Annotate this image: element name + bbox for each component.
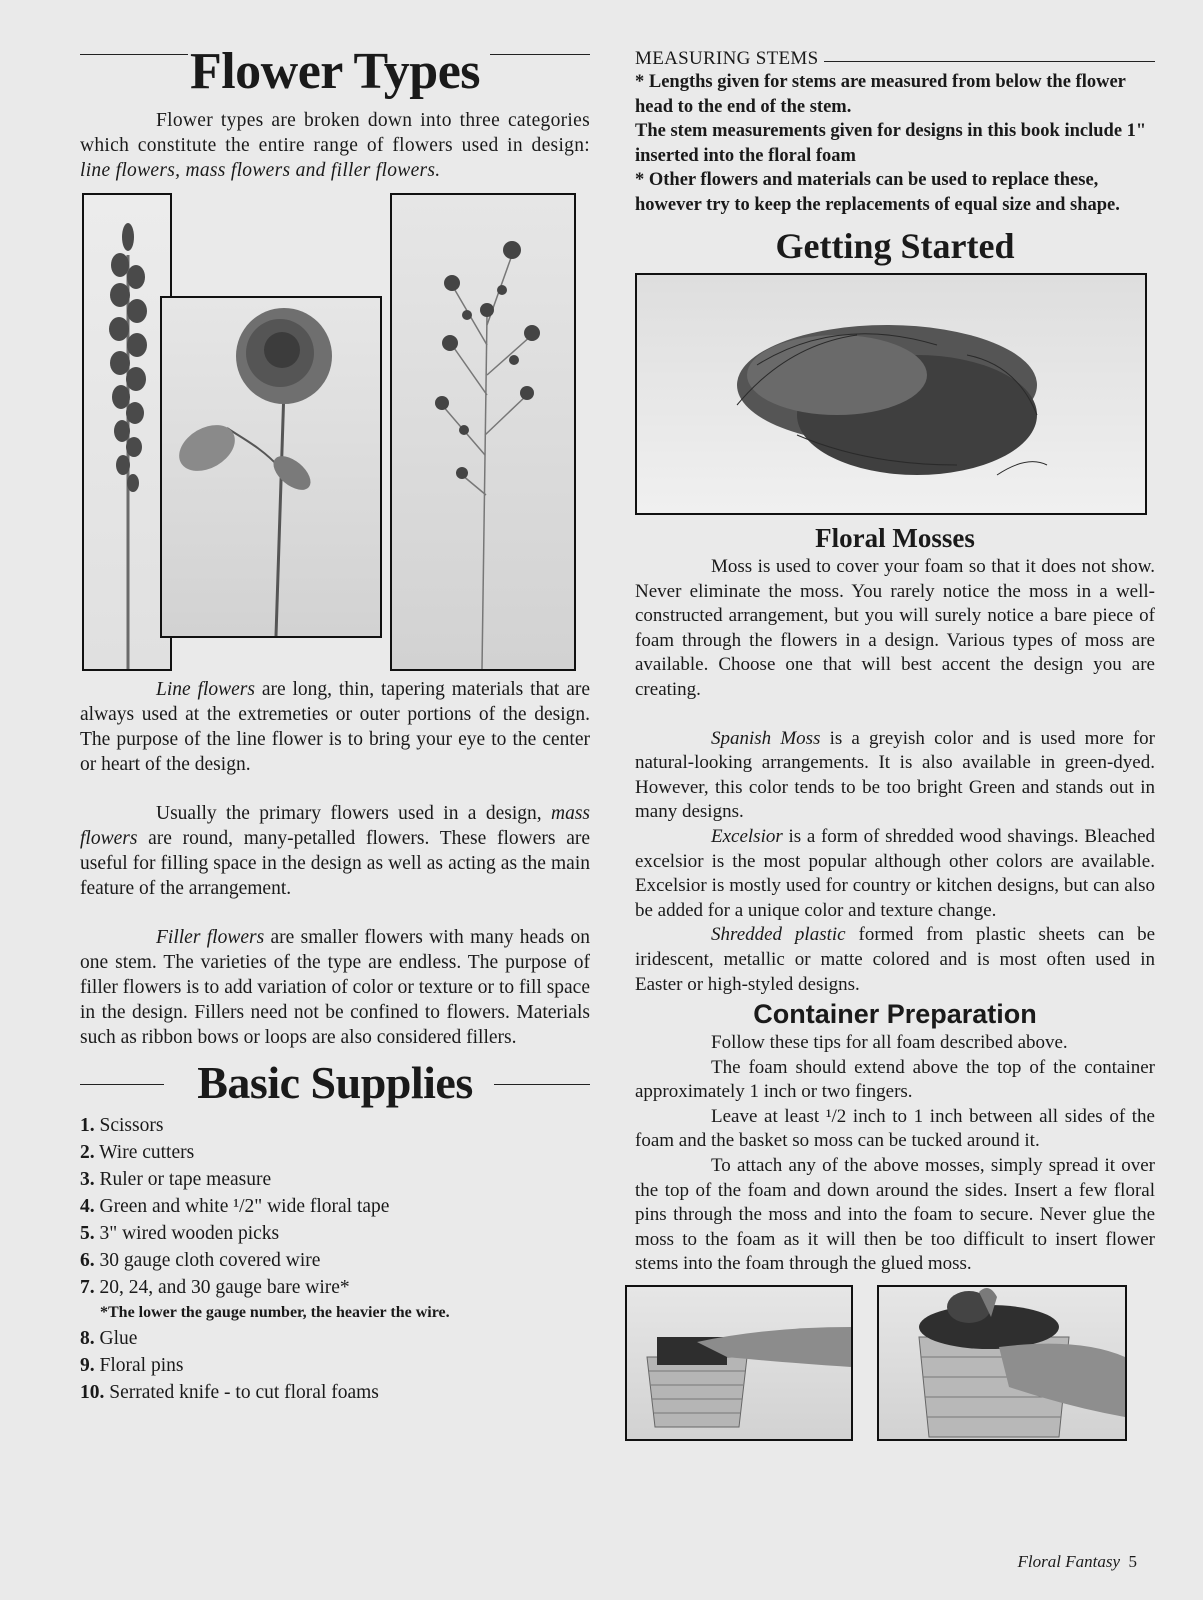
- moss-covering-photo: [877, 1285, 1127, 1441]
- line-flower-photo: [82, 193, 172, 671]
- plastic-paragraph: [635, 923, 1155, 997]
- spacer: [80, 901, 590, 925]
- intro-text: Flower types are broken down into three categories which constitute the entire range of flowers used in design:: [80, 110, 590, 156]
- measuring-rule: [824, 61, 1155, 62]
- basic-supplies-heading-block: [80, 1054, 590, 1112]
- container-tip-4: To attach any of the above mosses, simply spread it over the top of the foam and down around the sides. Insert a few floral pins through the moss and into the foam to secure. Never glue the moss to the foam as it will then be too difficult to insert flower stems into the foam through the glued moss.: [635, 1155, 1155, 1275]
- list-item: [80, 1220, 590, 1247]
- flower-types-heading-block: [80, 40, 590, 104]
- flower-types-intro: [80, 108, 590, 183]
- filler-flowers-paragraph: [80, 925, 590, 1050]
- item-number: 1.: [80, 1115, 95, 1136]
- moss-photo: [635, 273, 1147, 515]
- list-item: [80, 1247, 590, 1274]
- title-rule-right: [490, 54, 590, 55]
- basket-foam-image: [627, 1287, 851, 1439]
- container-tip-3: Leave at least ¹/2 inch to 1 inch between all sides of the foam and the basket so moss can be tucked around it.: [635, 1105, 1155, 1152]
- item-number: 10.: [80, 1382, 105, 1403]
- moss-covering-image: [879, 1287, 1125, 1439]
- item-text: Glue: [99, 1328, 138, 1349]
- item-text: Scissors: [99, 1115, 164, 1136]
- item-text: Green and white ¹/2" wide floral tape: [99, 1196, 390, 1217]
- list-item: [80, 1325, 590, 1352]
- gauge-note: *The lower the gauge number, the heavier the wire.: [100, 1304, 450, 1321]
- item-number: 7.: [80, 1277, 95, 1298]
- measuring-note-1: * Lengths given for stems are measured from below the flower head to the end of the stem.: [635, 72, 1126, 117]
- spanish-moss-text: is a greyish color and is used more for natural-looking arrangements. It is also available in green-dyed. However, this color tends to be too bright Green and stands out in many designs.: [635, 727, 1155, 823]
- excelsior-term: Excelsior: [711, 825, 783, 847]
- item-text: Ruler or tape measure: [99, 1169, 272, 1190]
- spanish-moss-paragraph: [635, 727, 1155, 825]
- measuring-note-2: The stem measurements given for designs in this book include 1" inserted into the floral foam: [635, 121, 1147, 166]
- intro-italic: line flowers, mass flowers and filler flowers.: [80, 160, 441, 181]
- mosses-paragraph: Moss is used to cover your foam so that it does not show. Never eliminate the moss. You rarely notice the moss in a well-constructed arrangement, but you will surely notice a bare piece of foam through the flowers in a design. Various types of moss are available. Choose one that will best accent the design you are creating.: [635, 556, 1155, 700]
- item-number: 9.: [80, 1355, 95, 1376]
- footer-title: Floral Fantasy: [1017, 1552, 1120, 1571]
- plastic-text: formed from plastic sheets can be iridescent, metallic or matte colored and is most often used in Easter or high-styled designs.: [635, 924, 1156, 995]
- mass-flowers-term: mass flowers: [80, 803, 590, 849]
- container-photos: [635, 1285, 1155, 1445]
- filler-flower-photo: [390, 193, 576, 671]
- moss-image: [637, 275, 1145, 513]
- item-number: 4.: [80, 1196, 95, 1217]
- excelsior-paragraph: [635, 825, 1155, 923]
- list-item: [80, 1166, 590, 1193]
- line-flower-image: [84, 195, 170, 669]
- measuring-stems-heading: [635, 48, 1155, 70]
- title-rule-left: [80, 54, 188, 55]
- item-text: Floral pins: [99, 1355, 184, 1376]
- left-column: [80, 40, 590, 1406]
- spacer: [80, 777, 590, 801]
- item-text: 30 gauge cloth covered wire: [99, 1250, 321, 1271]
- item-number: 2.: [80, 1142, 95, 1163]
- mass-flower-photo: [160, 296, 382, 638]
- container-tip-2: The foam should extend above the top of the container approximately 1 inch or two fingers.: [635, 1056, 1155, 1103]
- flower-photo-collage: [80, 193, 590, 677]
- item-number: 3.: [80, 1169, 95, 1190]
- list-item: [80, 1193, 590, 1220]
- spanish-moss-term: Spanish Moss: [711, 727, 821, 749]
- plastic-term: Shredded plastic: [711, 924, 846, 946]
- flower-types-title: Flower Types: [189, 43, 481, 100]
- mass-flowers-text: are round, many-petalled flowers. These flowers are useful for filling space in the design as well as acting as the main feature of the arrangement.: [80, 828, 590, 899]
- mass-flowers-pre: Usually the primary flowers used in a design,: [156, 803, 551, 824]
- item-text: 3" wired wooden picks: [99, 1223, 280, 1244]
- list-item: [80, 1112, 590, 1139]
- line-flowers-paragraph: [80, 677, 590, 777]
- getting-started-title: Getting Started: [775, 226, 1015, 266]
- list-item: [80, 1274, 590, 1301]
- filler-flowers-term: Filler flowers: [156, 927, 265, 948]
- item-number: 6.: [80, 1250, 95, 1271]
- line-flowers-text: are long, thin, tapering materials that are always used at the extremeties or outer portions of the design. The purpose of the line flower is to bring your eye to the center or heart of the design.: [80, 679, 590, 775]
- item-number: 5.: [80, 1223, 95, 1244]
- measuring-note-3: * Other flowers and materials can be used to replace these, however try to keep the replacements of equal size and shape.: [635, 170, 1120, 215]
- item-number: 8.: [80, 1328, 95, 1349]
- right-column: [635, 48, 1155, 1445]
- line-flowers-term: Line flowers: [156, 679, 255, 700]
- list-item: [80, 1139, 590, 1166]
- floral-mosses-title: Floral Mosses: [815, 523, 975, 553]
- rose-image: [162, 298, 380, 636]
- item-text: Serrated knife - to cut floral foams: [109, 1382, 379, 1403]
- filler-flower-image: [392, 195, 574, 669]
- basket-foam-photo: [625, 1285, 853, 1441]
- supplies-list: [80, 1112, 590, 1406]
- spacer: [635, 703, 1155, 727]
- list-item: [80, 1352, 590, 1379]
- filler-flowers-text: are smaller flowers with many heads on one stem. The varieties of the type are endless. The purpose of filler flowers is to add variation of color or texture or to fill space in the design. Fillers need not be confined to flowers. Materials such as ribbon bows or loops are also considered fillers.: [80, 927, 590, 1048]
- container-tip-1: Follow these tips for all foam described above.: [711, 1032, 1068, 1054]
- page-number: 5: [1128, 1552, 1137, 1571]
- item-text: 20, 24, and 30 gauge bare wire*: [99, 1277, 350, 1298]
- page-footer: [1018, 1552, 1137, 1572]
- supplies-rule-right: [494, 1084, 590, 1085]
- item-text: Wire cutters: [99, 1142, 195, 1163]
- list-item: [80, 1379, 590, 1406]
- excelsior-text: is a form of shredded wood shavings. Bleached excelsior is the most popular although other colors are available. Excelsior is mostly used for country or kitchen designs, but can also be added for a unique color and texture change.: [635, 825, 1155, 921]
- mass-flowers-paragraph: [80, 801, 590, 901]
- supplies-rule-left: [80, 1084, 164, 1085]
- basic-supplies-title: Basic Supplies: [197, 1057, 473, 1108]
- container-preparation-title: Container Preparation: [753, 999, 1037, 1030]
- measuring-stems-label: MEASURING STEMS: [635, 48, 819, 69]
